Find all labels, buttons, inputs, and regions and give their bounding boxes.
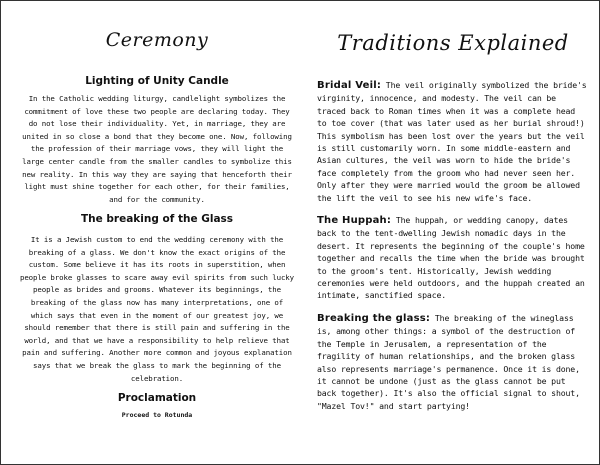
glass-breaking-title: The breaking of the Glass: [80, 213, 234, 225]
breaking-glass-term: Breaking the glass:: [317, 313, 431, 324]
proclamation-subtitle: Proceed to Rotunda: [121, 411, 193, 419]
traditions-column: [317, 1, 589, 464]
traditions-heading: Traditions Explained: [337, 31, 569, 55]
huppah-text: The huppah, or wedding canopy, dates back to the tent-dwelling Jewish nomadic days in the desert. It represents the beginning of the couple's home together and recalls the time when the bride was brought to the groom's tent. Historically, Jewish wedding ceremonies were held outdoors, and the huppah created an intimate, sanctified space.: [317, 215, 585, 301]
glass-breaking-text: It is a Jewish custom to end the wedding ceremony with the breaking of a glass. We don't know the exact origins of the custom. Some believe it has its roots in superstition, when people broke glasses to scare away evil spirits from such lucky people as brides and grooms. Whatever its beginnings, the breaking of the glass now has many interpretations, one of which says that even in the moment of our greatest joy, we should remember that there is still pain and suffering in the world, and that we have a responsibility to help relieve that pain and suffering. Another more common and joyous explanation says that we break the glass to mark the beginning of the celebration.: [19, 235, 295, 383]
bridal-veil-text: The veil originally symbolized the bride's virginity, innocence, and modesty. The veil can be traced back to Roman times when it was a complete head to toe cover (that was later used as her burial shroud!) This symbolism has been lost over the years but the veil is still customarily worn. In some middle-eastern and Asian cultures, the veil was worn to hide the bride's face completely from the groom who had never seen her. Only after they were married would the groom be allowed the lift the veil to see his new wife's face.: [317, 80, 587, 203]
ceremony-column: [15, 1, 299, 464]
unity-candle-text: In the Catholic wedding liturgy, candlelight symbolizes the commitment of love these two people are declaring today. They do not lose their individuality. Yet, in marriage, they are united in so close a bond that they become one. Now, following the profession of their marriage vows, they will light the large center candle from the smaller candles to symbolize this new reality. In this way they are saying that henceforth their light must shine together for each other, for their families, and for the community.: [22, 94, 292, 204]
ceremony-heading: Ceremony: [105, 29, 209, 51]
breaking-glass-paragraph: [317, 312, 589, 412]
proclamation-title: Proclamation: [117, 392, 197, 404]
bridal-veil-term: Bridal Veil:: [317, 80, 382, 91]
huppah-paragraph: [317, 214, 589, 302]
breaking-glass-text: The breaking of the wineglass is, among other things: a symbol of the destruction of the Temple in Jerusalem, a representation of the fragility of human relationships, and the broken glass also represents marriage's permanence. Once it is done, it cannot be undone (just as the glass cannot be put back together). It's also the official signal to shout, "Mazel Tov!" and start partying!: [317, 313, 580, 411]
bridal-veil-paragraph: [317, 79, 589, 204]
unity-candle-title: Lighting of Unity Candle: [85, 75, 229, 87]
huppah-term: The Huppah:: [317, 215, 392, 226]
